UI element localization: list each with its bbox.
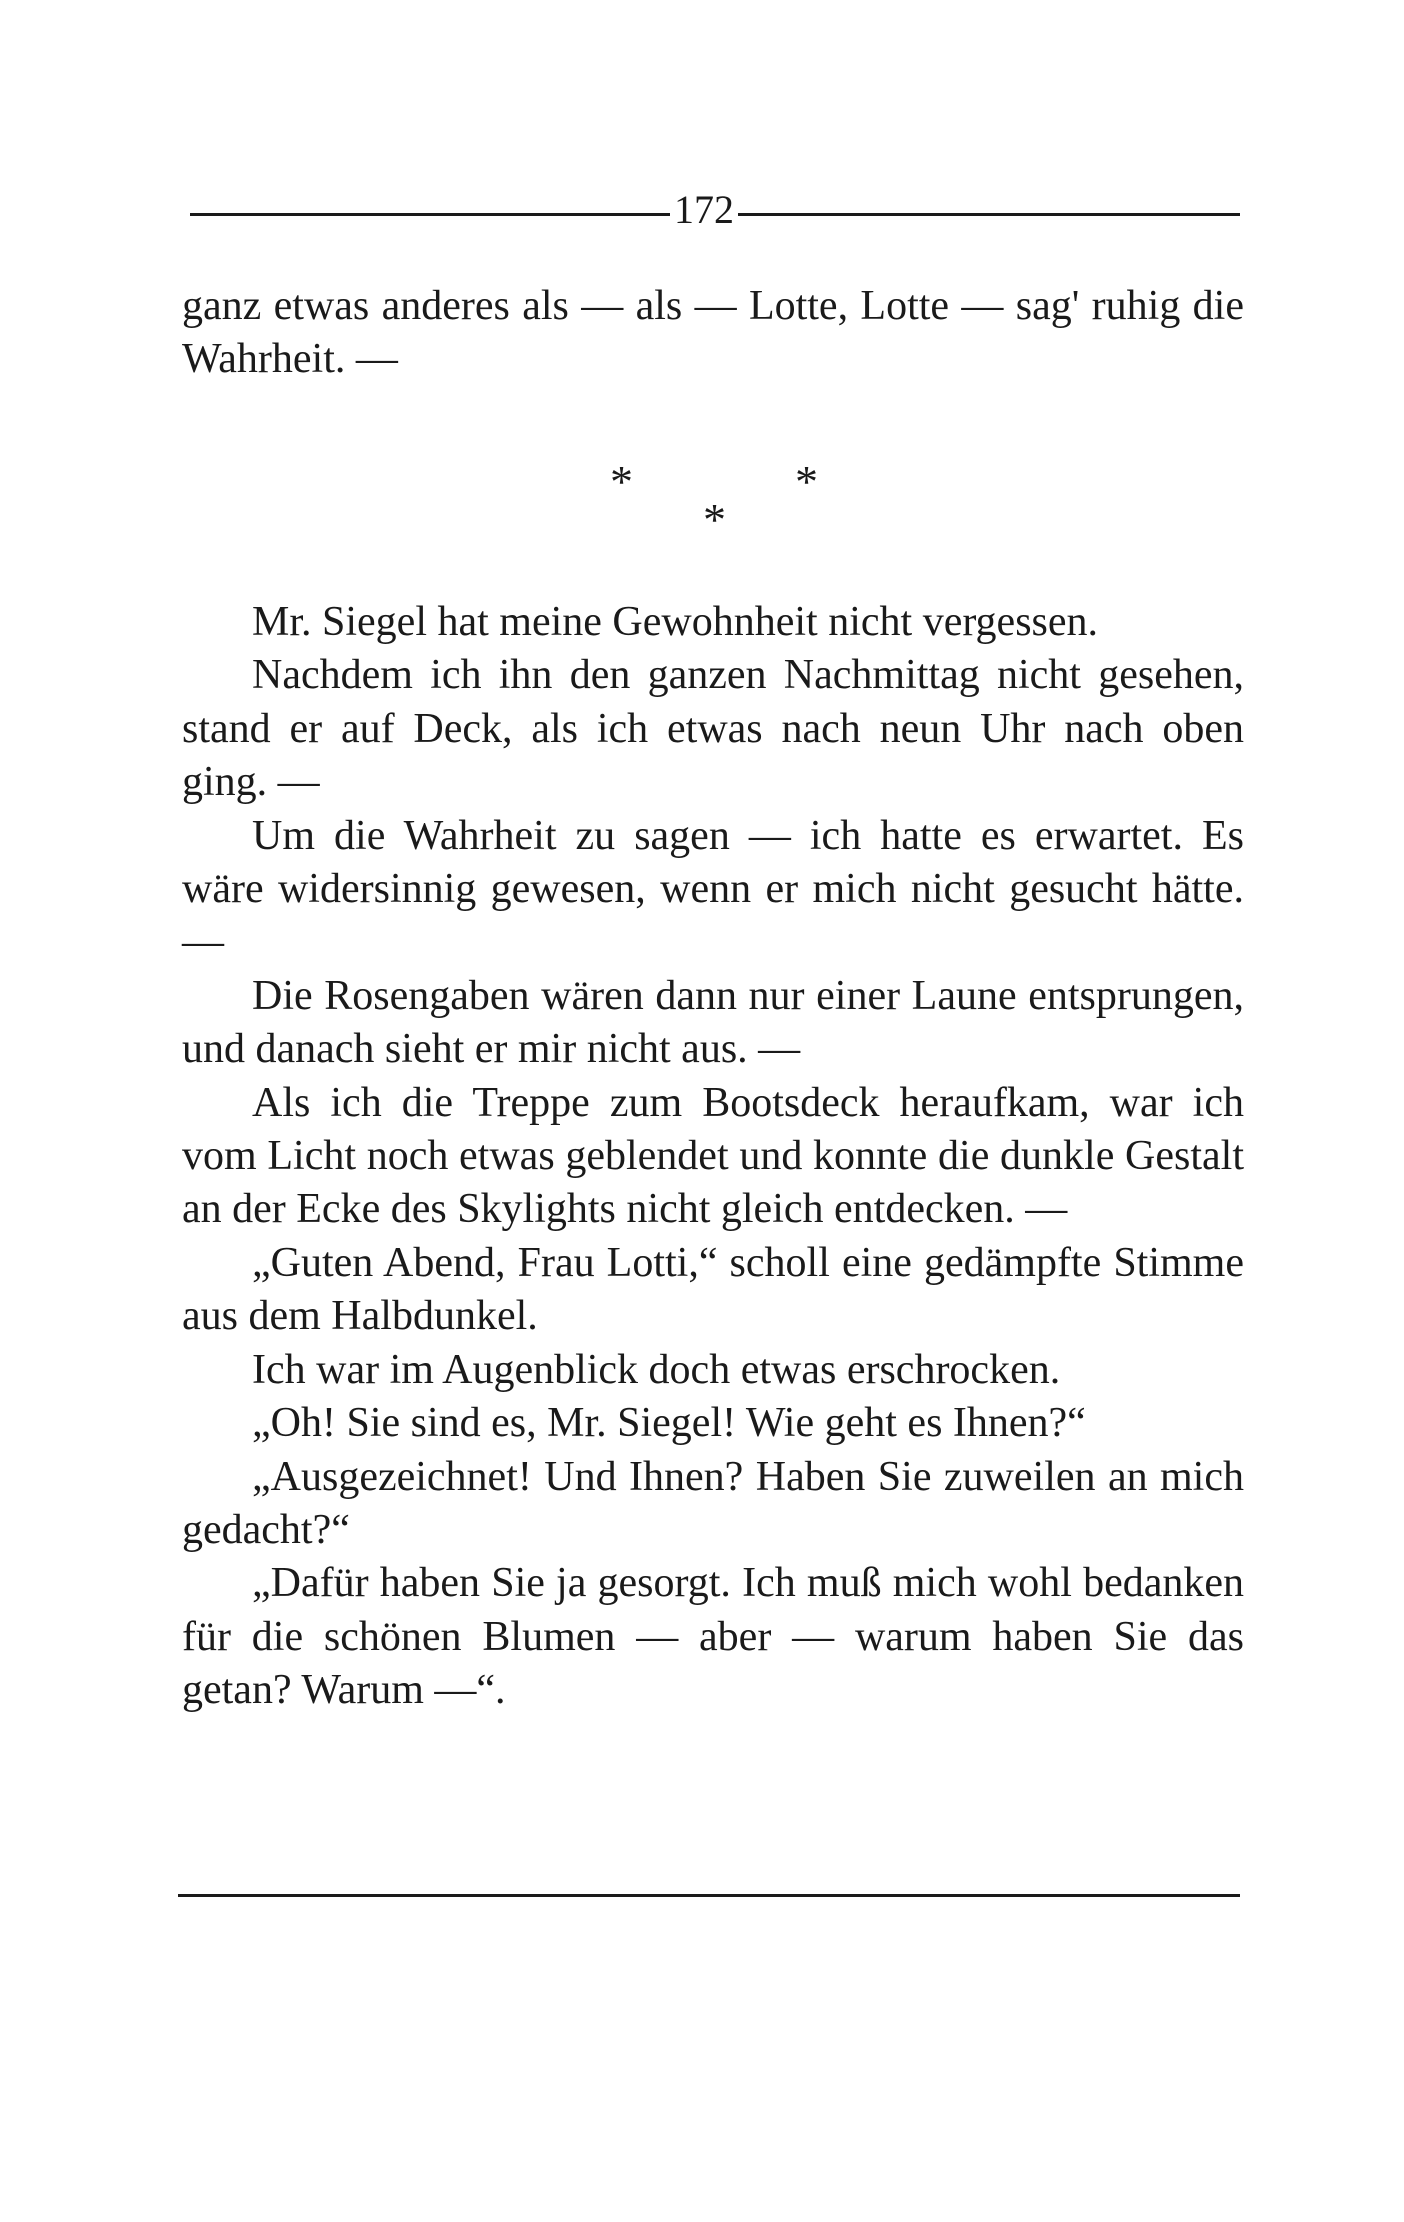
- header-rule-left: [190, 213, 670, 216]
- paragraph: Ich war im Augenblick doch etwas erschrocken.: [252, 1346, 1061, 1393]
- page-header: [190, 180, 1240, 240]
- header-rule-right: [738, 213, 1240, 216]
- section-break-asterism: [560, 455, 860, 575]
- paragraph: „Oh! Sie sind es, Mr. Siegel! Wie geht es Ihnen?“: [252, 1400, 1086, 1447]
- continuation-paragraph: [182, 280, 1244, 387]
- asterism-star: *: [703, 494, 726, 545]
- body-text: [182, 596, 1244, 1718]
- paragraph: Als ich die Treppe zum Bootsdeck heraufkam, war ich vom Licht noch etwas geblendet und konnte die dunkle Gestalt an der Ecke des Skylights nicht gleich entdecken. —: [182, 1079, 1244, 1233]
- asterism-star: *: [610, 456, 633, 507]
- paragraph: Nachdem ich ihn den ganzen Nachmittag nicht gesehen, stand er auf Deck, als ich etwas nach neun Uhr nach oben ging. —: [182, 652, 1244, 806]
- paragraph-continued: ganz etwas anderes als — als — Lotte, Lotte — sag' ruhig die Wahrheit. —: [182, 283, 1244, 383]
- footer-rule: [178, 1894, 1240, 1897]
- paragraph: „Dafür haben Sie ja gesorgt. Ich muß mich wohl bedanken für die schönen Blumen — aber — warum haben Sie das getan? Warum —“.: [182, 1560, 1244, 1714]
- paragraph: Mr. Siegel hat meine Gewohnheit nicht vergessen.: [252, 599, 1099, 645]
- paragraph: „Guten Abend, Frau Lotti,“ scholl eine gedämpfte Stimme aus dem Halbdunkel.: [182, 1239, 1244, 1340]
- paragraph: „Ausgezeichnet! Und Ihnen? Haben Sie zuweilen an mich gedacht?“: [182, 1453, 1244, 1553]
- asterism-star: *: [795, 456, 818, 507]
- paragraph: Die Rosengaben wären dann nur einer Laune entsprungen, und danach sieht er mir nicht aus. —: [182, 972, 1244, 1073]
- paragraph: Um die Wahrheit zu sagen — ich hatte es erwartet. Es wäre widersinnig gewesen, wenn er mich nicht gesucht hätte. —: [182, 812, 1244, 966]
- page-number: 172: [674, 187, 734, 232]
